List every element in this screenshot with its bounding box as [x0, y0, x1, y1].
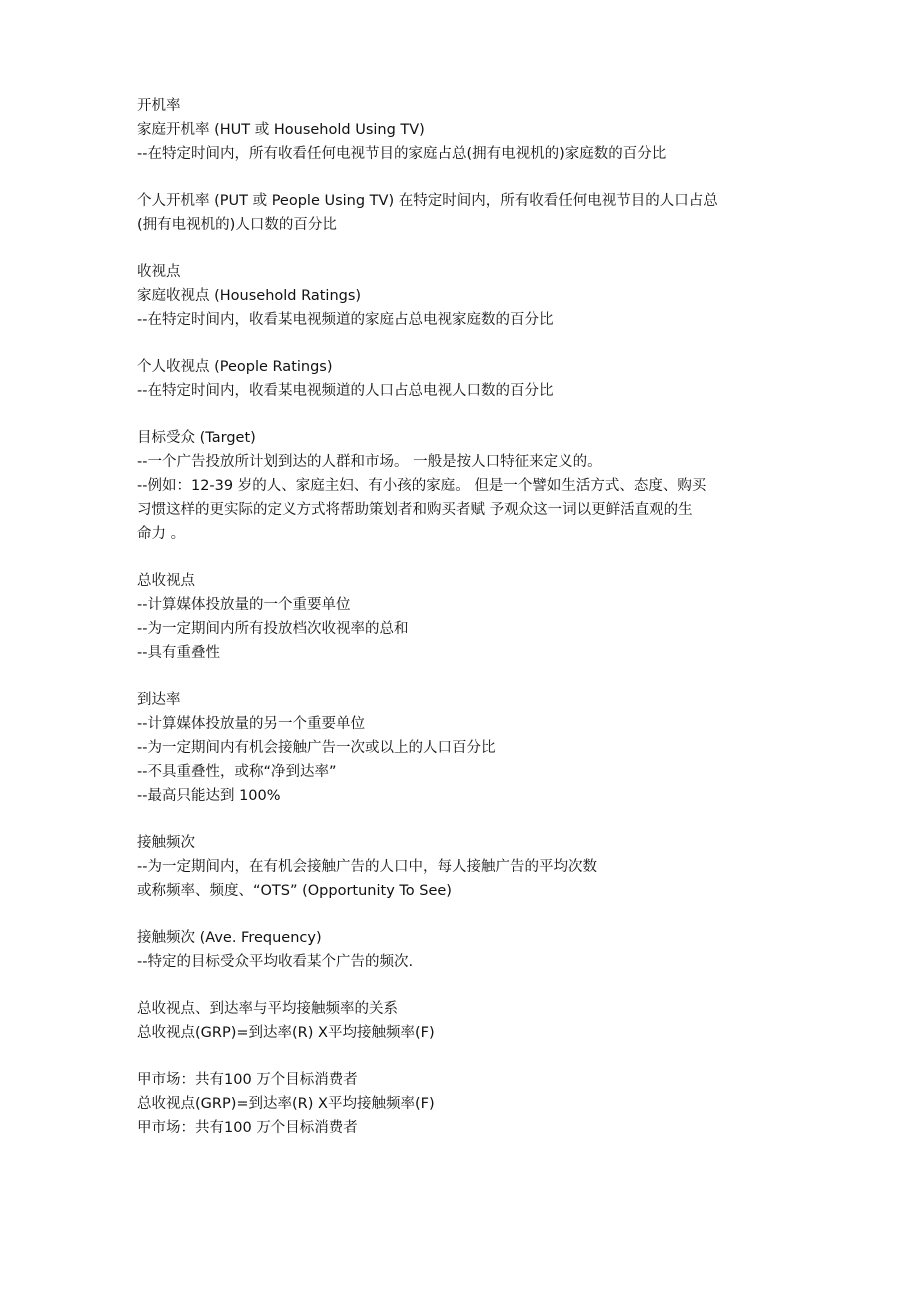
- definition-people-ratings: --在特定时间内，收看某电视频道的人口占总电视人口数的百分比: [137, 383, 554, 399]
- definition-grp-3: --具有重叠性: [137, 645, 220, 661]
- heading-grp: 总收视点: [137, 573, 195, 589]
- section-ave-frequency: [137, 926, 787, 974]
- section-ratings: [137, 260, 787, 332]
- heading-relation: 总收视点、到达率与平均接触频率的关系: [137, 1001, 398, 1017]
- term-put: 个人开机率 (PUT 或 People Using TV) 在特定时间内，所有收看任何电视节目的人口占总: [137, 193, 718, 209]
- definition-put: (拥有电视机的)人口数的百分比: [137, 217, 337, 233]
- section-relation: [137, 997, 787, 1045]
- formula-relation: 总收视点(GRP)=到达率(R) X平均接触频率(F): [137, 1025, 435, 1041]
- definition-frequency-1: --为一定期间内，在有机会接触广告的人口中，每人接触广告的平均次数: [137, 859, 597, 875]
- section-frequency: [137, 831, 787, 903]
- document-body: [137, 94, 787, 1163]
- definition-household-ratings: --在特定时间内，收看某电视频道的家庭占总电视家庭数的百分比: [137, 312, 554, 328]
- definition-ave-frequency: --特定的目标受众平均收看某个广告的频次.: [137, 954, 414, 970]
- definition-target-1: --一个广告投放所计划到达的人群和市场。 一般是按人口特征来定义的。: [137, 454, 602, 470]
- definition-reach-4: --最高只能达到 100%: [137, 788, 281, 804]
- heading-ratings: 收视点: [137, 264, 181, 280]
- term-people-ratings: 个人收视点 (People Ratings): [137, 359, 333, 375]
- section-hut: [137, 94, 787, 166]
- market-line-1: 甲市场：共有100 万个目标消费者: [137, 1072, 358, 1088]
- market-line-2: 甲市场：共有100 万个目标消费者: [137, 1120, 358, 1136]
- section-reach: [137, 688, 787, 808]
- definition-reach-1: --计算媒体投放量的另一个重要单位: [137, 716, 365, 732]
- definition-hut: --在特定时间内，所有收看任何电视节目的家庭占总(拥有电视机的)家庭数的百分比: [137, 146, 667, 162]
- definition-grp-1: --计算媒体投放量的一个重要单位: [137, 597, 351, 613]
- heading-frequency: 接触频次: [137, 835, 195, 851]
- section-people-ratings: [137, 355, 787, 403]
- definition-reach-3: --不具重叠性，或称“净到达率”: [137, 764, 337, 780]
- definition-target-2: --例如：12-39 岁的人、家庭主妇、有小孩的家庭。 但是一个譬如生活方式、态度、购买: [137, 478, 707, 494]
- heading-reach: 到达率: [137, 692, 181, 708]
- market-formula: 总收视点(GRP)=到达率(R) X平均接触频率(F): [137, 1096, 435, 1112]
- term-hut: 家庭开机率 (HUT 或 Household Using TV): [137, 122, 425, 138]
- section-put: [137, 189, 787, 237]
- definition-frequency-2: 或称频率、频度、“OTS” (Opportunity To See): [137, 883, 452, 899]
- section-grp: [137, 569, 787, 665]
- term-household-ratings: 家庭收视点 (Household Ratings): [137, 288, 362, 304]
- heading-target: 目标受众 (Target): [137, 430, 256, 446]
- heading-ave-frequency: 接触频次 (Ave. Frequency): [137, 930, 322, 946]
- heading-hut: 开机率: [137, 98, 181, 114]
- definition-target-3: 习惯这样的更实际的定义方式将帮助策划者和购买者赋 予观众这一词以更鲜活直观的生: [137, 502, 693, 518]
- definition-target-4: 命力 。: [137, 526, 186, 542]
- definition-reach-2: --为一定期间内有机会接触广告一次或以上的人口百分比: [137, 740, 496, 756]
- section-target: [137, 426, 787, 546]
- section-market: [137, 1068, 787, 1140]
- definition-grp-2: --为一定期间内所有投放档次收视率的总和: [137, 621, 409, 637]
